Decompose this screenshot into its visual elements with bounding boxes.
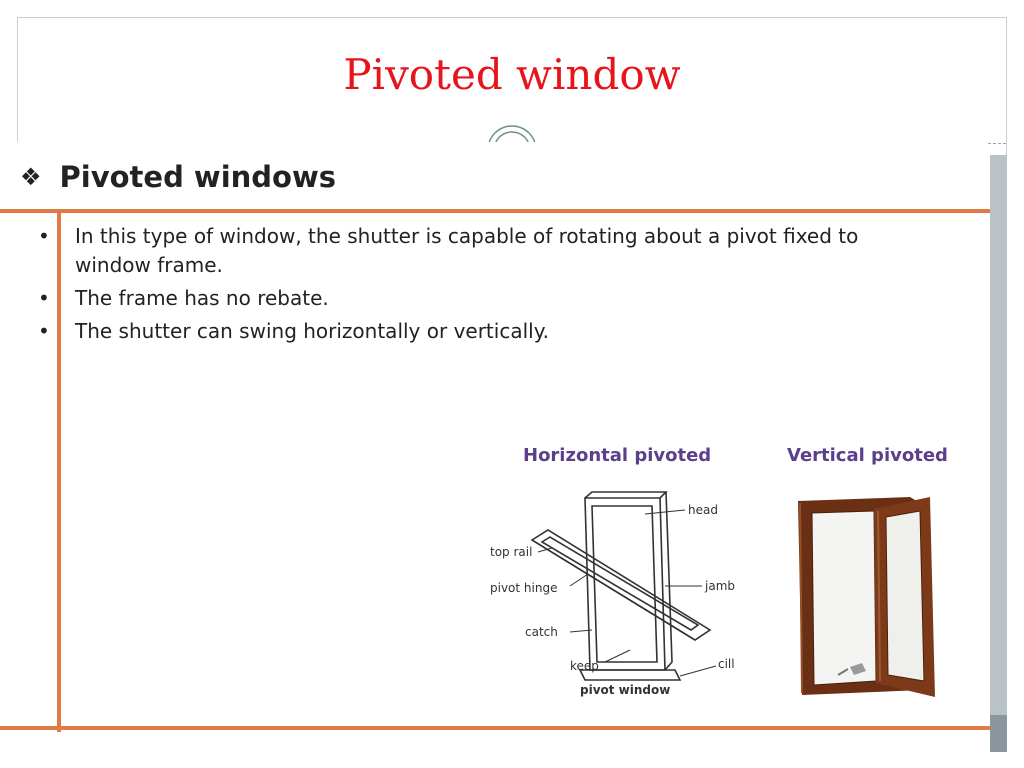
list-item <box>30 284 890 313</box>
label-top-rail: top rail <box>490 545 533 559</box>
label-catch: catch <box>525 625 558 639</box>
bottom-rule <box>0 726 990 730</box>
horizontal-caption: Horizontal pivoted <box>523 445 712 466</box>
bullet-list <box>30 222 890 350</box>
bullet-icon: • <box>38 224 50 248</box>
vertical-caption: Vertical pivoted <box>787 445 948 466</box>
label-keep: keep <box>570 659 599 673</box>
diagram-caption: pivot window <box>580 683 671 697</box>
heading-text: Pivoted windows <box>59 160 337 194</box>
bullet-text: The frame has no rebate. <box>75 286 329 310</box>
list-item <box>30 317 890 346</box>
label-jamb: jamb <box>705 579 735 593</box>
list-item <box>30 222 890 280</box>
side-bar <box>990 155 1007 752</box>
label-head: head <box>688 503 718 517</box>
vertical-pivot-window-image <box>790 495 940 700</box>
heading-rule <box>0 209 990 213</box>
bullet-icon: • <box>38 319 50 343</box>
bullet-icon: • <box>38 286 50 310</box>
label-cill: cill <box>718 657 735 671</box>
bullet-text: In this type of window, the shutter is capable of rotating about a pivot fixed to window frame. <box>75 224 859 277</box>
section-heading <box>20 160 336 194</box>
bullet-text: The shutter can swing horizontally or vertically. <box>75 319 550 343</box>
label-pivot-hinge: pivot hinge <box>490 581 558 595</box>
side-bar-accent <box>990 715 1007 752</box>
diamond-cluster-icon: ❖ <box>20 163 42 191</box>
slide-title: Pivoted window <box>343 50 681 99</box>
divider <box>988 143 1006 145</box>
horizontal-pivot-diagram <box>480 490 770 705</box>
